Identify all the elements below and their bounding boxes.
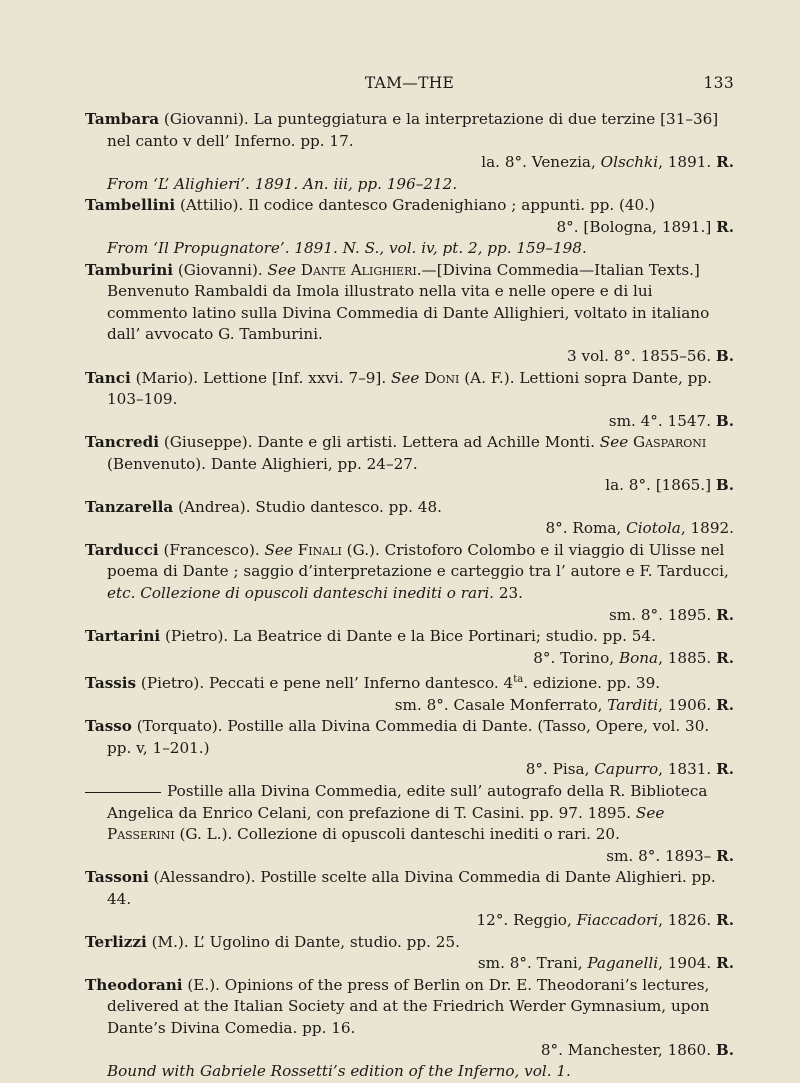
publisher: Paganelli — [587, 954, 659, 973]
entry-heading: Tassis — [85, 674, 137, 693]
location-code: R. — [716, 605, 734, 624]
entry-terlizzi — [85, 932, 734, 954]
imprint-text: la. 8°. Venezia, — [481, 153, 601, 172]
entry-text: (Andrea). Studio dantesco. pp. 48. — [173, 497, 442, 516]
entry-heading: Tanci — [85, 368, 131, 387]
cross-reference: Finali — [297, 540, 342, 559]
imprint-text: 3 vol. 8°. 1855–56. — [567, 347, 716, 366]
entry-imprint — [85, 411, 734, 433]
imprint-year: , 1891. — [658, 153, 717, 172]
entry-text-cont: (G. L.). Collezione di opuscoli danteschi inediti o rari. 20. — [174, 825, 620, 844]
location-code: R. — [716, 760, 734, 779]
imprint-text: sm. 8°. 1895. — [609, 605, 717, 624]
publisher: Fiaccadori — [576, 911, 659, 930]
entry-tamburini — [85, 260, 734, 346]
publisher: Ciotola — [626, 519, 681, 538]
imprint-year: , 1906. — [658, 695, 717, 714]
entry-text-cont: (A. F.). Lettioni sopra Dante, pp. 103–109. — [107, 368, 712, 409]
source-note: From ‘Il Propugnatore’. 1891. N. S., vol. iv, pt. 2, pp. 159–198. — [107, 239, 587, 258]
entry-tartarini — [85, 626, 734, 648]
entry-imprint — [85, 953, 734, 975]
location-code: B. — [715, 476, 734, 495]
publisher: Tarditi — [607, 695, 659, 714]
location-code: R. — [716, 695, 734, 714]
running-head: TAM—THE — [364, 74, 455, 92]
location-code: R. — [716, 846, 734, 865]
entry-text: (Francesco). — [158, 540, 265, 559]
entry-imprint — [85, 648, 734, 670]
imprint-year: , 1831. — [658, 760, 717, 779]
imprint-year: , 1892. — [680, 519, 734, 538]
entry-tambellini — [85, 195, 734, 217]
imprint-text: 8°. [Bologna, 1891.] — [556, 217, 717, 236]
entry-text: Postille alla Divina Commedia, edite sull’ autografo della R. Biblioteca Angelica da Enrico Celani, con prefazione di T. Casini. pp. 97. 1895. — [107, 782, 708, 822]
collection-number: 23. — [494, 584, 523, 603]
entry-imprint — [85, 605, 734, 627]
see-reference: See — [635, 803, 665, 822]
entry-tanci — [85, 368, 734, 411]
entry-heading: Tartarini — [85, 627, 161, 646]
entry-imprint — [85, 152, 734, 174]
entry-imprint — [85, 518, 734, 540]
cross-reference: Doni — [424, 368, 460, 387]
imprint-text: 8°. Torino, — [533, 648, 619, 667]
entry-imprint — [85, 910, 734, 932]
see-reference: See — [391, 368, 420, 387]
etc-text: etc. — [107, 584, 136, 603]
publisher: Olschki — [600, 153, 659, 172]
entry-text-cont: (Benvenuto). Dante Alighieri, pp. 24–27. — [107, 454, 418, 473]
entry-imprint — [85, 695, 734, 717]
imprint-text: sm. 4°. 1547. — [608, 411, 716, 430]
publisher: Capurro — [594, 760, 659, 779]
entry-heading: Tassoni — [85, 868, 149, 887]
entry-text: (Giovanni). La punteggiatura e la interpretazione di due terzine [31–36] nel canto v dell’ Inferno. pp. 17. — [107, 110, 719, 150]
entry-imprint — [85, 217, 734, 239]
location-code: B. — [715, 347, 734, 366]
location-code: B. — [715, 411, 734, 430]
entry-heading: Tambara — [85, 110, 160, 128]
entry-text: (Giuseppe). Dante e gli artisti. Lettera ad Achille Monti. — [159, 433, 600, 452]
see-reference: See — [599, 433, 629, 452]
entry-text: (Pietro). Peccati e pene nell’ Inferno dantesco. 4 — [136, 674, 514, 693]
entry-heading: Tarducci — [85, 540, 159, 559]
entry-heading: Tancredi — [85, 433, 160, 452]
collection-title: Collezione di opuscoli danteschi inediti o rari. — [135, 584, 495, 603]
entry-text: (Alessandro). Postille scelte alla Divina Commedia di Dante Alighieri. pp. 44. — [107, 868, 716, 908]
imprint-text: 8°. Pisa, — [525, 760, 595, 779]
cross-reference: Passerini — [107, 825, 175, 844]
entry-heading: Theodorani — [85, 975, 183, 994]
entry-text-cont: . edizione. pp. 39. — [523, 674, 661, 693]
location-code: R. — [716, 954, 734, 973]
entry-heading: Tanzarella — [85, 497, 174, 516]
entry-text-cont: (G.). Cristoforo Colombo e il viaggio di Ulisse nel poema di Dante ; saggio d’interpretazione e carteggio tra l’ autore e F. Tarducci, — [107, 540, 729, 581]
entry-heading: Tasso — [85, 717, 132, 736]
location-code: R. — [716, 153, 734, 172]
cross-reference: Dante Alighieri — [300, 260, 417, 279]
entry-tasso — [85, 716, 734, 759]
imprint-year: , 1885. — [658, 648, 717, 667]
imprint-text: 8°. Manchester, 1860. — [540, 1040, 716, 1059]
entry-heading: Tambellini — [85, 196, 176, 215]
entry-tassoni — [85, 867, 734, 910]
imprint-text: sm. 8°. Trani, — [477, 954, 588, 973]
entry-text: (Torquato). Postille alla Divina Commedia di Dante. (Tasso, Opere, vol. 30. pp. v, 1–201.) — [107, 717, 710, 757]
superscript: ta — [513, 674, 524, 686]
imprint-year: , 1904. — [658, 954, 717, 973]
entry-text: (M.). L’ Ugolino di Dante, studio. pp. 25. — [146, 932, 460, 951]
publisher: Bona — [618, 648, 659, 667]
imprint-text: la. 8°. [1865.] — [605, 476, 716, 495]
source-note: Bound with Gabriele Rossetti’s edition of the Inferno, vol. 1. — [107, 1062, 571, 1081]
source-note: From ‘L’ Alighieri’. 1891. An. iii, pp. 196–212. — [107, 174, 458, 193]
imprint-year: , 1826. — [658, 911, 717, 930]
catalogue-entries — [85, 109, 734, 1083]
entry-text: (Giovanni). — [173, 260, 268, 279]
entry-imprint — [85, 475, 734, 497]
location-code: R. — [716, 217, 734, 236]
entry-imprint — [85, 346, 734, 368]
entry-imprint — [85, 846, 734, 868]
entry-imprint — [85, 1040, 734, 1062]
entry-text: (E.). Opinions of the press of Berlin on Dr. E. Theodorani’s lectures, delivered at the Italian Society and at the Friedrich Werder Gymnasium, upon Dante’s Divina Comedia. pp. 16. — [107, 975, 710, 1038]
entry-text: (Mario). Lettione [Inf. xxvi. 7–9]. — [130, 368, 391, 387]
imprint-text: sm. 8°. Casale Monferrato, — [394, 695, 608, 714]
cross-reference: Gasparoni — [633, 433, 707, 452]
entry-tassis — [85, 669, 734, 695]
entry-text: (Pietro). La Beatrice di Dante e la Bice Portinari; studio. pp. 54. — [160, 627, 656, 646]
imprint-text: sm. 8°. 1893– — [606, 846, 717, 865]
location-code: R. — [716, 911, 734, 930]
entry-tancredi — [85, 432, 734, 475]
entry-tasso-continued — [85, 781, 734, 846]
entry-text-cont: .—[Divina Commedia—Italian Texts.] Benvenuto Rambaldi da Imola illustrato nella vita e nelle opere e di lui commento latino sulla Divina Commedia di Dante Allighieri, voltato in italiano dall’ avvocato G. Tamburini. — [107, 260, 710, 344]
entry-heading: Tamburini — [85, 260, 174, 279]
entry-heading: Terlizzi — [85, 932, 147, 951]
entry-tarducci — [85, 540, 734, 605]
see-reference: See — [264, 540, 293, 559]
entry-text: (Attilio). Il codice dantesco Gradenighiano ; appunti. pp. (40.) — [175, 196, 655, 215]
entry-theodorani — [85, 975, 734, 1040]
imprint-text: 8°. Roma, — [545, 519, 627, 538]
entry-imprint — [85, 759, 734, 781]
entry-tanzarella — [85, 497, 734, 519]
imprint-text: 12°. Reggio, — [476, 911, 577, 930]
see-reference: See — [267, 260, 296, 279]
location-code: B. — [715, 1040, 734, 1059]
ditto-rule — [85, 792, 161, 793]
entry-tambara — [85, 109, 734, 152]
page-header — [85, 74, 734, 98]
location-code: R. — [716, 648, 734, 667]
page-number: 133 — [703, 74, 734, 92]
